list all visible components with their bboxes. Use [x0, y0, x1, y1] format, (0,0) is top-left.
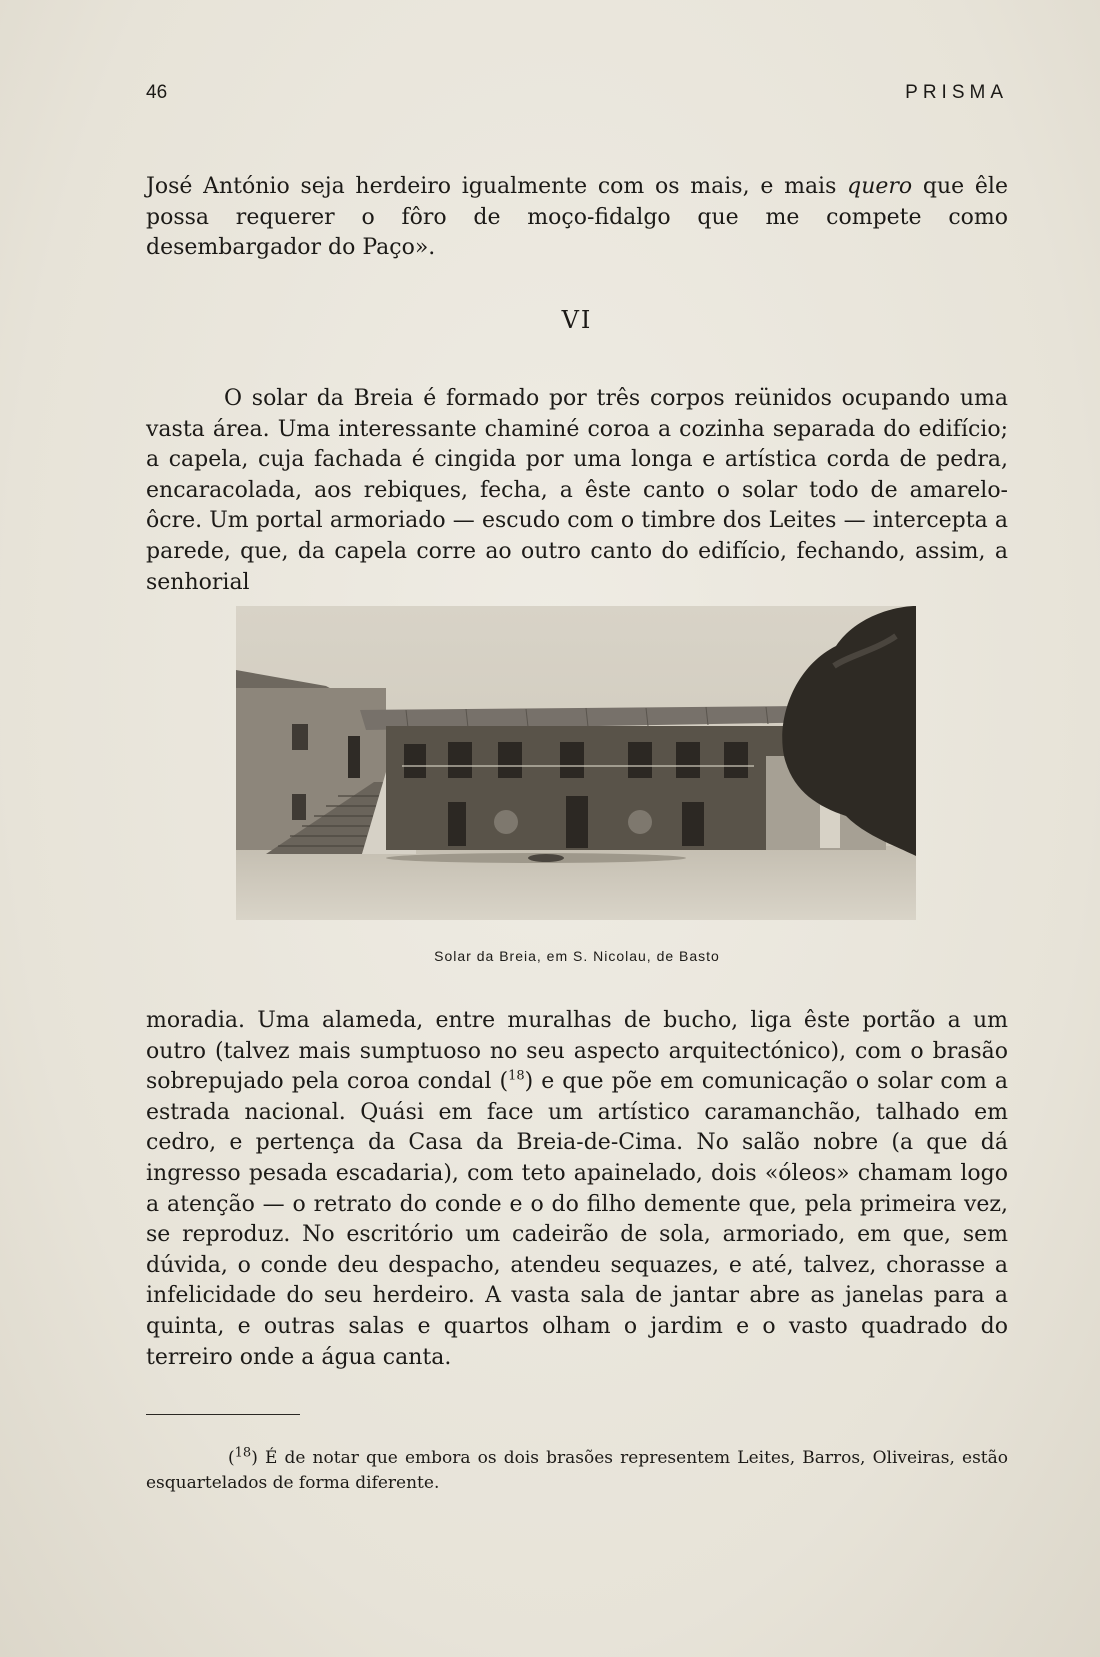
facade-window	[724, 742, 748, 778]
page-number: 46	[146, 82, 168, 103]
carved-stone-ornament	[628, 810, 652, 834]
paragraph-2	[146, 384, 1008, 598]
paragraph-1-text-start: José António seja herdeiro igualmente com os mais, e mais	[146, 174, 848, 199]
emphasized-word: quero	[847, 174, 913, 199]
footnote-open-paren: (	[228, 1448, 235, 1468]
manor-house-photograph	[236, 606, 916, 920]
journal-name: PRISMA	[905, 82, 1008, 103]
paragraph-3	[146, 1006, 1008, 1373]
facade-window	[498, 742, 522, 778]
paragraph-3-text-start: moradia. Uma alameda, entre muralhas de bucho, liga êste portão a um outro (talvez mais sumptuoso no seu aspecto arquitectónico), com o brasão sobrepujado pela coroa condal (	[146, 1008, 1008, 1095]
footnote	[146, 1446, 1008, 1496]
paragraph-1-text-end: que êle possa requerer o fôro de moço-fidalgo que me compete como desembargador do Paço».	[146, 174, 1008, 261]
carved-stone-ornament	[494, 810, 518, 834]
footnote-separator	[146, 1414, 300, 1415]
facade-door	[448, 802, 466, 846]
manor-house-illustration	[236, 606, 916, 920]
facade-window	[628, 742, 652, 778]
facade-portal	[566, 796, 588, 848]
paragraph-3-text-end: ) e que põe em comunicação o solar com a estrada nacional. Quási em face um artístico caramanchão, talhado em cedro, e pertença da Casa da Breia-de-Cima. No salão nobre (a que dá ingresso pesada escadaria), com teto apainelado, dois «óleos» chamam logo a atenção — o retrato do conde e o do filho demente que, pela primeira vez, se reproduz. No escritório um cadeirão de sola, armoriado, em que, sem dúvida, o conde deu despacho, atendeu sequazes, e até, talvez, chorasse a infelicidade do seu herdeiro. A vasta sala de jantar abre as janelas para a quinta, e outras salas e quartos olham o jardim e o vasto quadrado do terreiro onde a água canta.	[146, 1069, 1008, 1370]
running-head	[146, 82, 1008, 110]
left-wing-lower-window	[292, 794, 306, 820]
facade-window	[404, 744, 426, 778]
left-wing-upper-window	[292, 724, 308, 750]
photo-caption: Solar da Breia, em S. Nicolau, de Basto	[434, 948, 720, 964]
facade-door	[682, 802, 704, 846]
facade-window	[560, 742, 584, 778]
wooden-log	[528, 854, 564, 862]
footnote-reference: 18	[508, 1068, 525, 1084]
facade-window	[676, 742, 700, 778]
section-heading: VI	[561, 306, 593, 334]
left-wing-door	[348, 736, 360, 778]
paragraph-1	[146, 172, 1008, 264]
footnote-number: 18	[234, 1445, 252, 1461]
footnote-close-paren: )	[251, 1448, 258, 1468]
paragraph-2-text: O solar da Breia é formado por três corpos reünidos ocupando uma vasta área. Uma interessante chaminé coroa a cozinha separada do edifício; a capela, cuja fachada é cingida por uma longa e artística corda de pedra, encaracolada, aos rebiques, fecha, a êste canto o solar todo de amarelo-ôcre. Um portal armoriado — escudo com o timbre dos Leites — intercepta a parede, que, da capela corre ao outro canto do edifício, fechando, assim, a senhorial	[146, 386, 1008, 595]
footnote-text: É de notar que embora os dois brasões representem Leites, Barros, Oliveiras, estão esquartelados de forma diferente.	[146, 1448, 1008, 1493]
facade-window	[448, 742, 472, 778]
